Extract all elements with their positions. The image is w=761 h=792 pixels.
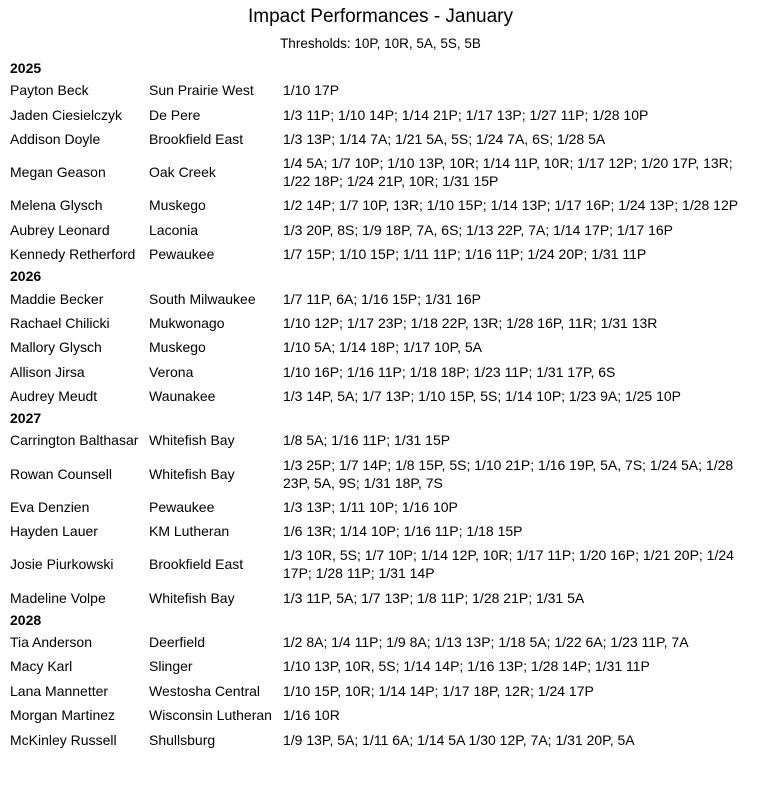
year-heading: 2026 (10, 268, 42, 285)
player-row (0, 679, 761, 703)
player-performances: 1/9 13P, 5A; 1/11 6A; 1/14 5A 1/30 12P, 7A; 1/31 20P, 5A (283, 731, 635, 748)
player-row (0, 585, 761, 609)
player-school: KM Lutheran (149, 523, 230, 540)
player-school: Mukwonago (149, 314, 225, 331)
player-school: Muskego (149, 339, 206, 356)
player-performances: 1/3 14P, 5A; 1/7 13P; 1/10 15P, 5S; 1/14 10P; 1/23 9A; 1/25 10P (283, 388, 682, 405)
player-name: McKinley Russell (10, 731, 117, 748)
player-performances: 1/10 13P, 10R, 5S; 1/14 14P; 1/16 13P; 1/28 14P; 1/31 11P (283, 658, 650, 675)
player-performances: 1/10 15P, 10R; 1/14 14P; 1/17 18P, 12R; 1/24 17P (283, 682, 594, 699)
thresholds-subtitle: Thresholds: 10P, 10R, 5A, 5S, 5B (280, 36, 481, 51)
player-school: Oak Creek (149, 164, 216, 181)
year-heading: 2028 (10, 611, 42, 628)
player-name: Aubrey Leonard (10, 221, 110, 238)
player-school: Brookfield East (149, 130, 244, 147)
page-title: Impact Performances - January (247, 6, 514, 27)
player-name: Carrington Balthasar (10, 432, 139, 449)
player-row (0, 630, 761, 654)
player-name: Melena Glysch (10, 197, 103, 214)
player-school: Deerfield (149, 634, 206, 651)
player-name: Josie Piurkowski (10, 556, 114, 573)
player-name: Rowan Counsell (10, 465, 112, 482)
player-name: Tia Anderson (10, 634, 92, 651)
player-school: De Pere (149, 106, 201, 123)
player-school: Sun Prairie West (149, 82, 254, 99)
player-school: Whitefish Bay (149, 589, 235, 606)
player-performances: 1/4 5A; 1/7 10P; 1/10 13P, 10R; 1/14 11P, 10R; 1/17 12P; 1/20 17P, 13R; 1/22 18P; 1/24 21P, 10R; 1/31 15P (283, 155, 733, 190)
player-school: Muskego (149, 197, 206, 214)
player-school: Shullsburg (149, 731, 216, 748)
player-name: Audrey Meudt (10, 388, 98, 405)
player-name: Morgan Martinez (10, 707, 116, 724)
player-row (0, 384, 761, 408)
player-performances: 1/3 11P, 5A; 1/7 13P; 1/8 11P; 1/28 21P; 1/31 5A (283, 589, 585, 606)
performance-list (0, 58, 761, 752)
player-school: Westosha Central (149, 682, 261, 699)
player-row (0, 360, 761, 384)
player-row (0, 495, 761, 519)
player-school: Verona (149, 363, 194, 380)
player-school: Whitefish Bay (149, 432, 235, 449)
player-performances: 1/7 15P; 1/10 15P; 1/11 11P; 1/16 11P; 1/24 20P; 1/31 11P (283, 246, 647, 263)
player-name: Rachael Chilicki (10, 314, 110, 331)
player-row (0, 335, 761, 359)
player-performances: 1/3 10R, 5S; 1/7 10P; 1/14 12P, 10R; 1/17 11P; 1/20 16P; 1/21 20P; 1/24 17P; 1/28 11P; 1/31 14P (283, 547, 734, 582)
player-school: South Milwaukee (149, 290, 256, 307)
player-name: Eva Denzien (10, 498, 90, 515)
player-school: Pewaukee (149, 246, 215, 263)
player-school: Laconia (149, 221, 199, 238)
player-name: Maddie Becker (10, 290, 104, 307)
player-name: Mallory Glysch (10, 339, 102, 356)
player-row (0, 453, 761, 495)
player-row (0, 193, 761, 217)
player-row (0, 311, 761, 335)
player-row (0, 78, 761, 102)
player-name: Macy Karl (10, 658, 73, 675)
player-school: Waunakee (149, 388, 216, 405)
player-school: Pewaukee (149, 498, 215, 515)
year-heading: 2027 (10, 410, 42, 427)
player-performances: 1/3 13P; 1/14 7A; 1/21 5A, 5S; 1/24 7A, 6S; 1/28 5A (283, 130, 606, 147)
player-row (0, 654, 761, 678)
player-name: Kennedy Retherford (10, 246, 136, 263)
player-performances: 1/7 11P, 6A; 1/16 15P; 1/31 16P (283, 290, 481, 307)
player-performances: 1/3 20P, 8S; 1/9 18P, 7A, 6S; 1/13 22P, 7A; 1/14 17P; 1/17 16P (283, 221, 673, 238)
player-row (0, 703, 761, 727)
player-performances: 1/6 13R; 1/14 10P; 1/16 11P; 1/18 15P (283, 523, 523, 540)
player-performances: 1/10 17P (283, 82, 340, 99)
player-name: Allison Jirsa (10, 363, 85, 380)
player-row (0, 543, 761, 585)
player-performances: 1/2 8A; 1/4 11P; 1/9 8A; 1/13 13P; 1/18 5A; 1/22 6A; 1/23 11P, 7A (283, 634, 689, 651)
player-row (0, 727, 761, 751)
player-name: Payton Beck (10, 82, 89, 99)
player-performances: 1/2 14P; 1/7 10P, 13R; 1/10 15P; 1/14 13P; 1/17 16P; 1/24 13P; 1/28 12P (283, 197, 739, 214)
player-row (0, 102, 761, 126)
player-row (0, 428, 761, 452)
player-performances: 1/10 5A; 1/14 18P; 1/17 10P, 5A (283, 339, 483, 356)
player-name: Megan Geason (10, 164, 106, 181)
year-heading: 2025 (10, 60, 42, 76)
player-school: Slinger (149, 658, 193, 675)
player-row (0, 127, 761, 151)
player-row (0, 218, 761, 242)
player-performances: 1/3 13P; 1/11 10P; 1/16 10P (283, 498, 458, 515)
player-name: Jaden Ciesielczyk (10, 106, 123, 123)
player-school: Wisconsin Lutheran (149, 707, 272, 724)
player-row (0, 242, 761, 266)
player-name: Hayden Lauer (10, 523, 98, 540)
player-name: Madeline Volpe (10, 589, 106, 606)
player-performances: 1/10 12P; 1/17 23P; 1/18 22P, 13R; 1/28 16P, 11R; 1/31 13R (283, 314, 658, 331)
player-performances: 1/10 16P; 1/16 11P; 1/18 18P; 1/23 11P; 1/31 17P, 6S (283, 363, 616, 380)
player-performances: 1/8 5A; 1/16 11P; 1/31 15P (283, 432, 451, 449)
player-name: Lana Mannetter (10, 682, 109, 699)
player-row (0, 151, 761, 193)
player-school: Whitefish Bay (149, 465, 235, 482)
player-name: Addison Doyle (10, 130, 101, 147)
player-school: Brookfield East (149, 556, 244, 573)
player-row (0, 286, 761, 310)
player-row (0, 519, 761, 543)
player-performances: 1/3 11P; 1/10 14P; 1/14 21P; 1/17 13P; 1/27 11P; 1/28 10P (283, 106, 649, 123)
player-performances: 1/3 25P; 1/7 14P; 1/8 15P, 5S; 1/10 21P; 1/16 19P, 5A, 7S; 1/24 5A; 1/28 23P, 5A, 9S; 1/31 18P, 7S (283, 456, 734, 491)
player-performances: 1/16 10R (283, 707, 340, 724)
